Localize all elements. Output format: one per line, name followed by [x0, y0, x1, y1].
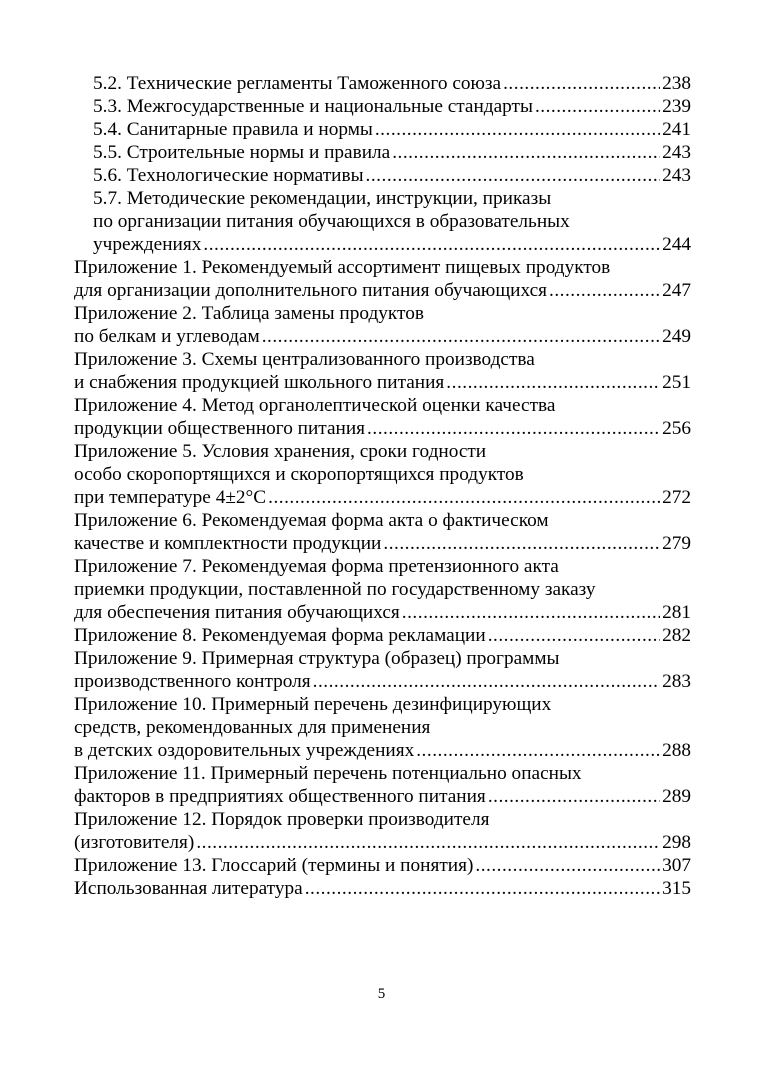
toc-entry-page: 244	[662, 234, 691, 255]
toc-entry-page: 307	[662, 855, 691, 876]
toc-entry-title: (изготовителя)	[74, 832, 195, 853]
toc-entry	[74, 693, 691, 762]
dot-leader	[392, 141, 660, 164]
toc-entry-last-line	[74, 532, 691, 555]
toc-entry-line: Приложение 6. Рекомендуемая форма акта о фактическом	[74, 510, 549, 531]
toc-entry-line: по организации питания обучающихся в образовательных	[93, 211, 570, 232]
toc-entry	[74, 877, 691, 900]
toc-entry	[74, 256, 691, 302]
toc-entry-last-line	[74, 739, 691, 762]
toc-entry	[74, 118, 691, 141]
toc-entry-line: Приложение 7. Рекомендуемая форма претензионного акта	[74, 556, 559, 577]
dot-leader	[313, 670, 660, 693]
toc-entry-page: 283	[662, 671, 691, 692]
toc-entry-last-line	[93, 72, 691, 95]
toc-entry-line: Приложение 4. Метод органолептической оценки качества	[74, 395, 556, 416]
dot-leader	[488, 785, 660, 808]
toc-entry-last-line	[74, 601, 691, 624]
toc-entry-page: 249	[662, 326, 691, 347]
toc-entry-title: при температуре 4±2°С	[74, 487, 267, 508]
toc-entry-line: Приложение 12. Порядок проверки производителя	[74, 809, 490, 830]
toc-entry-line: Приложение 10. Примерный перечень дезинфицирующих	[74, 694, 552, 715]
toc-entry-line: 5.7. Методические рекомендации, инструкции, приказы	[93, 188, 552, 209]
toc-entry-page: 243	[662, 165, 691, 186]
toc-entry-page: 238	[662, 73, 691, 94]
toc-entry	[74, 141, 691, 164]
toc-entry-title: продукции общественного питания	[74, 418, 366, 439]
toc-entry-last-line	[74, 877, 691, 900]
toc-entry-title: и снабжения продукцией школьного питания	[74, 372, 445, 393]
toc-entry	[74, 440, 691, 509]
toc-entry-title: в детских оздоровительных учреждениях	[74, 740, 415, 761]
toc-entry-page: 256	[662, 418, 691, 439]
toc-entry	[74, 854, 691, 877]
toc-entry-title: 5.6. Технологические нормативы	[93, 165, 364, 186]
dot-leader	[446, 371, 660, 394]
toc-entry	[74, 624, 691, 647]
toc-entry-page: 243	[662, 142, 691, 163]
toc-entry-line: особо скоропортящихся и скоропортящихся продуктов	[74, 464, 524, 485]
toc-entry-title: факторов в предприятиях общественного питания	[74, 786, 486, 807]
toc-entry-last-line	[74, 279, 691, 302]
toc-entry	[74, 647, 691, 693]
toc-entry-title: для обеспечения питания обучающихся	[74, 602, 400, 623]
toc-entry	[74, 509, 691, 555]
toc-entry	[74, 762, 691, 808]
dot-leader	[367, 417, 660, 440]
toc-entry-title: для организации дополнительного питания обучающихся	[74, 280, 547, 301]
toc-entry-page: 239	[662, 96, 691, 117]
toc-entry	[74, 95, 691, 118]
toc-entry-title: Приложение 8. Рекомендуемая форма рекламации	[74, 625, 486, 646]
table-of-contents	[74, 72, 691, 900]
dot-leader	[203, 233, 660, 256]
dot-leader	[305, 877, 660, 900]
toc-entry-line: средств, рекомендованных для применения	[74, 717, 431, 738]
toc-entry-title: производственного контроля	[74, 671, 311, 692]
toc-entry-title: качестве и комплектности продукции	[74, 533, 382, 554]
toc-entry-last-line	[93, 164, 691, 187]
toc-entry-page: 315	[662, 878, 691, 899]
toc-entry-title: 5.4. Санитарные правила и нормы	[93, 119, 373, 140]
page-number: 5	[377, 986, 386, 1002]
toc-entry-page: 289	[662, 786, 691, 807]
toc-entry-title: 5.5. Строительные нормы и правила	[93, 142, 391, 163]
toc-entry-title: Использованная литература	[74, 878, 303, 899]
toc-entry-last-line	[93, 141, 691, 164]
toc-entry-page: 241	[662, 119, 691, 140]
dot-leader	[488, 624, 660, 647]
toc-entry-last-line	[74, 486, 691, 509]
toc-entry-title: 5.2. Технические регламенты Таможенного союза	[93, 73, 502, 94]
toc-entry	[74, 808, 691, 854]
dot-leader	[375, 118, 660, 141]
toc-entry	[74, 164, 691, 187]
toc-entry-line: приемки продукции, поставленной по государственному заказу	[74, 579, 596, 600]
dot-leader	[383, 532, 660, 555]
toc-entry-last-line	[74, 325, 691, 348]
toc-entry-line: Приложение 5. Условия хранения, сроки годности	[74, 441, 487, 462]
dot-leader	[416, 739, 660, 762]
toc-entry	[74, 394, 691, 440]
toc-entry-line: Приложение 3. Схемы централизованного производства	[74, 349, 535, 370]
toc-entry-title: Приложение 13. Глоссарий (термины и понятия)	[74, 855, 474, 876]
toc-entry-last-line	[74, 624, 691, 647]
toc-entry-page: 251	[662, 372, 691, 393]
toc-entry-title: 5.3. Межгосударственные и национальные стандарты	[93, 96, 533, 117]
toc-entry-line: Приложение 9. Примерная структура (образец) программы	[74, 648, 560, 669]
toc-entry-title: по белкам и углеводам	[74, 326, 260, 347]
toc-entry-title: учреждениях	[93, 234, 202, 255]
toc-entry-last-line	[74, 371, 691, 394]
toc-entry	[74, 555, 691, 624]
toc-entry	[74, 348, 691, 394]
toc-entry-page: 272	[662, 487, 691, 508]
toc-entry	[74, 302, 691, 348]
toc-entry-page: 279	[662, 533, 691, 554]
toc-entry-last-line	[93, 118, 691, 141]
toc-entry-page: 247	[662, 280, 691, 301]
toc-entry	[74, 187, 691, 256]
toc-entry-page: 282	[662, 625, 691, 646]
dot-leader	[503, 72, 660, 95]
toc-entry-last-line	[93, 233, 691, 256]
dot-leader	[402, 601, 660, 624]
toc-entry-line: Приложение 11. Примерный перечень потенциально опасных	[74, 763, 582, 784]
dot-leader	[475, 854, 660, 877]
toc-entry-line: Приложение 2. Таблица замены продуктов	[74, 303, 424, 324]
toc-entry	[74, 72, 691, 95]
toc-entry-page: 298	[662, 832, 691, 853]
toc-entry-line: Приложение 1. Рекомендуемый ассортимент пищевых продуктов	[74, 257, 611, 278]
toc-entry-last-line	[74, 670, 691, 693]
dot-leader	[535, 95, 660, 118]
toc-entry-last-line	[74, 831, 691, 854]
dot-leader	[268, 486, 660, 509]
dot-leader	[366, 164, 661, 187]
toc-entry-page: 281	[662, 602, 691, 623]
dot-leader	[196, 831, 660, 854]
toc-entry-last-line	[74, 854, 691, 877]
dot-leader	[262, 325, 660, 348]
toc-entry-last-line	[74, 417, 691, 440]
dot-leader	[549, 279, 660, 302]
toc-entry-last-line	[74, 785, 691, 808]
toc-entry-last-line	[93, 95, 691, 118]
toc-entry-page: 288	[662, 740, 691, 761]
